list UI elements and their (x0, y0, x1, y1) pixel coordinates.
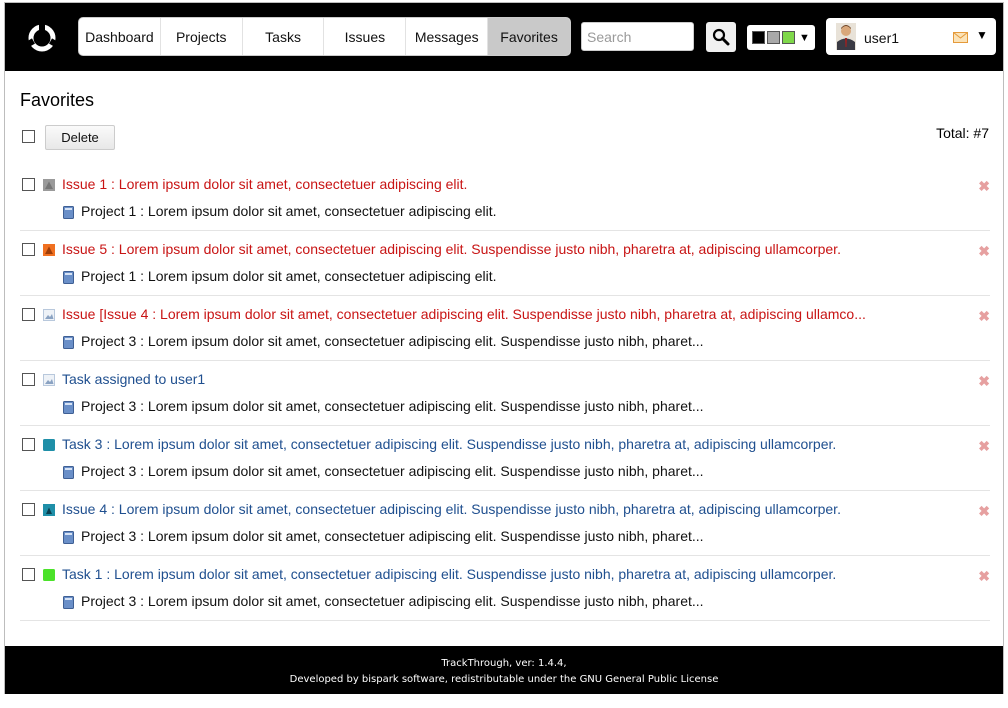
avatar (836, 23, 856, 50)
task-link[interactable]: Issue 4 : Lorem ipsum dolor sit amet, consectetuer adipiscing elit. Suspendisse justo nibh, pharetra at, adipiscing ullamcorper. (62, 501, 841, 517)
footer-credits: Developed by bispark software, redistributable under the GNU General Public License (289, 674, 719, 685)
app-frame (4, 2, 1004, 694)
project-link[interactable]: Project 3 : Lorem ipsum dolor sit amet, consectetuer adipiscing elit. Suspendisse justo nibh, pharet... (81, 398, 704, 414)
teal-square-icon (43, 439, 55, 451)
list-item (20, 361, 990, 426)
remove-favorite-button[interactable]: ✖ (978, 438, 990, 454)
issue-link[interactable]: Issue 1 : Lorem ipsum dolor sit amet, consectetuer adipiscing elit. (62, 176, 468, 192)
project-book-icon (63, 206, 74, 219)
chevron-down-icon[interactable]: ▼ (976, 28, 988, 42)
item-checkbox[interactable] (22, 243, 35, 256)
project-book-icon (63, 466, 74, 479)
remove-favorite-button[interactable]: ✖ (978, 308, 990, 324)
project-link[interactable]: Project 3 : Lorem ipsum dolor sit amet, consectetuer adipiscing elit. Suspendisse justo nibh, pharet... (81, 528, 704, 544)
footer (5, 646, 1003, 694)
search-button[interactable] (706, 22, 736, 52)
color-swatch-black[interactable] (752, 31, 765, 44)
list-item (20, 556, 990, 621)
project-book-icon (63, 271, 74, 284)
remove-favorite-button[interactable]: ✖ (978, 568, 990, 584)
remove-favorite-button[interactable]: ✖ (978, 178, 990, 194)
color-swatch-gray[interactable] (767, 31, 780, 44)
project-link[interactable]: Project 3 : Lorem ipsum dolor sit amet, consectetuer adipiscing elit. Suspendisse justo nibh, pharet... (81, 463, 704, 479)
item-checkbox[interactable] (22, 308, 35, 321)
list-item (20, 231, 990, 296)
project-book-icon (63, 336, 74, 349)
tab-tasks[interactable]: Tasks (243, 18, 325, 55)
tab-favorites[interactable]: Favorites (488, 18, 570, 55)
username-label: user1 (864, 30, 900, 46)
project-link[interactable]: Project 1 : Lorem ipsum dolor sit amet, consectetuer adipiscing elit. (81, 268, 497, 284)
item-checkbox[interactable] (22, 438, 35, 451)
project-book-icon (63, 401, 74, 414)
project-book-icon (63, 596, 74, 609)
search-icon (712, 28, 730, 46)
remove-favorite-button[interactable]: ✖ (978, 373, 990, 389)
project-link[interactable]: Project 1 : Lorem ipsum dolor sit amet, consectetuer adipiscing elit. (81, 203, 497, 219)
project-link[interactable]: Project 3 : Lorem ipsum dolor sit amet, consectetuer adipiscing elit. Suspendisse justo nibh, pharet... (81, 593, 704, 609)
user-menu[interactable] (826, 18, 996, 55)
top-header (5, 3, 1003, 71)
total-count: Total: #7 (936, 125, 989, 141)
main-nav (78, 17, 571, 56)
app-logo-icon[interactable] (27, 23, 57, 53)
theme-color-picker[interactable] (747, 25, 815, 50)
orange-triangle-icon (43, 244, 55, 256)
page-title: Favorites (20, 90, 95, 110)
list-item (20, 296, 990, 361)
item-checkbox[interactable] (22, 568, 35, 581)
search-input[interactable] (581, 22, 694, 51)
item-checkbox[interactable] (22, 503, 35, 516)
tab-messages[interactable]: Messages (406, 18, 488, 55)
list-item (20, 426, 990, 491)
project-link[interactable]: Project 3 : Lorem ipsum dolor sit amet, consectetuer adipiscing elit. Suspendisse justo nibh, pharet... (81, 333, 704, 349)
footer-version: TrackThrough, ver: 1.4.4, (441, 658, 567, 669)
green-square-icon (43, 569, 55, 581)
mail-icon[interactable] (953, 32, 968, 43)
select-all-checkbox[interactable] (22, 130, 35, 143)
remove-favorite-button[interactable]: ✖ (978, 503, 990, 519)
item-checkbox[interactable] (22, 178, 35, 191)
task-link[interactable]: Task assigned to user1 (62, 371, 206, 387)
gray-triangle-icon (43, 179, 55, 191)
tab-projects[interactable]: Projects (161, 18, 243, 55)
delete-button[interactable]: Delete (45, 125, 115, 150)
dropdown-arrow-icon: ▼ (799, 31, 810, 44)
favorites-list (20, 166, 990, 621)
issue-link[interactable]: Issue [Issue 4 : Lorem ipsum dolor sit amet, consectetuer adipiscing elit. Suspendisse justo nibh, pharetra at, adipiscing ullamco... (62, 306, 866, 322)
image-placeholder-icon (43, 309, 55, 321)
color-swatch-green[interactable] (782, 31, 795, 44)
item-checkbox[interactable] (22, 373, 35, 386)
issue-link[interactable]: Issue 5 : Lorem ipsum dolor sit amet, consectetuer adipiscing elit. Suspendisse justo nibh, pharetra at, adipiscing ullamcorper. (62, 241, 841, 257)
project-book-icon (63, 531, 74, 544)
task-link[interactable]: Task 1 : Lorem ipsum dolor sit amet, consectetuer adipiscing elit. Suspendisse justo nibh, pharetra at, adipiscing ullamcorper. (62, 566, 837, 582)
teal-triangle-icon (43, 504, 55, 516)
task-link[interactable]: Task 3 : Lorem ipsum dolor sit amet, consectetuer adipiscing elit. Suspendisse justo nibh, pharetra at, adipiscing ullamcorper. (62, 436, 837, 452)
tab-issues[interactable]: Issues (324, 18, 406, 55)
tab-dashboard[interactable]: Dashboard (79, 18, 161, 55)
list-item (20, 491, 990, 556)
image-placeholder-icon (43, 374, 55, 386)
remove-favorite-button[interactable]: ✖ (978, 243, 990, 259)
list-item (20, 166, 990, 231)
